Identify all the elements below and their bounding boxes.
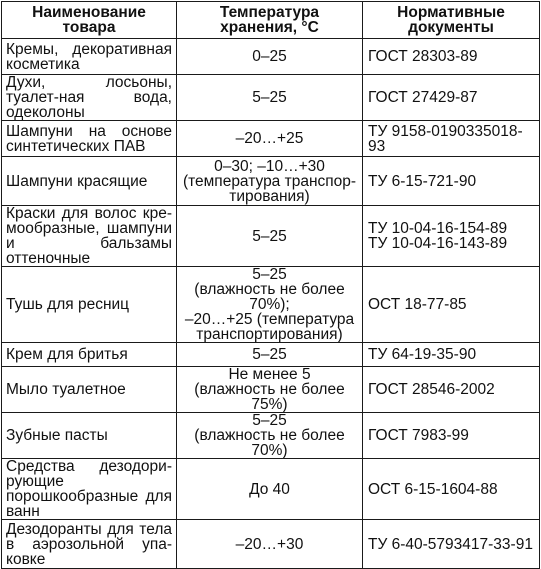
table-row bbox=[2, 520, 540, 569]
table-row bbox=[2, 39, 540, 75]
temperature-cell: Не менее 5 (влажность не более 75%) bbox=[177, 367, 363, 413]
temperature-cell: 5–25 bbox=[177, 75, 363, 121]
temperature-cell: До 40 bbox=[177, 459, 363, 520]
table-row bbox=[2, 413, 540, 459]
document-cell: ТУ 6-40-5793417-33-91 bbox=[363, 520, 540, 569]
temperature-cell: –20…+30 bbox=[177, 520, 363, 569]
temperature-cell: 5–25 (влажность не более 70%); –20…+25 (температура транспортирования) bbox=[177, 267, 363, 343]
document-cell: ГОСТ 28303-89 bbox=[363, 39, 540, 75]
document-cell: ТУ 9158-0190335018-93 bbox=[363, 121, 540, 157]
product-name-cell: Мыло туалетное bbox=[2, 367, 177, 413]
table-row bbox=[2, 343, 540, 367]
document-cell: ОСТ 6-15-1604-88 bbox=[363, 459, 540, 520]
temperature-cell: 0–25 bbox=[177, 39, 363, 75]
table-row bbox=[2, 157, 540, 206]
temperature-cell: 5–25 (влажность не более 70%) bbox=[177, 413, 363, 459]
product-name-cell: Шампуни на основе синтетических ПАВ bbox=[2, 121, 177, 157]
product-name-cell: Зубные пасты bbox=[2, 413, 177, 459]
product-name-cell: Краски для волос кре-мообразные, шампуни и бальзамы оттеночные bbox=[2, 206, 177, 267]
table-row bbox=[2, 459, 540, 520]
document-cell: ТУ 64-19-35-90 bbox=[363, 343, 540, 367]
header-normative-documents: Нормативные документы bbox=[363, 2, 540, 39]
table-row bbox=[2, 267, 540, 343]
document-cell: ГОСТ 27429-87 bbox=[363, 75, 540, 121]
product-name-cell: Крем для бритья bbox=[2, 343, 177, 367]
document-cell: ГОСТ 7983-99 bbox=[363, 413, 540, 459]
document-cell: ОСТ 18-77-85 bbox=[363, 267, 540, 343]
temperature-cell: 0–30; –10…+30 (температура транспор- тирования) bbox=[177, 157, 363, 206]
table-row bbox=[2, 75, 540, 121]
document-cell: ТУ 10-04-16-154-89 ТУ 10-04-16-143-89 bbox=[363, 206, 540, 267]
product-name-cell: Дезодоранты для тела в аэрозольной упа-ковке bbox=[2, 520, 177, 569]
temperature-cell: –20…+25 bbox=[177, 121, 363, 157]
table-row bbox=[2, 367, 540, 413]
product-name-cell: Тушь для ресниц bbox=[2, 267, 177, 343]
product-name-cell: Шампуни красящие bbox=[2, 157, 177, 206]
header-storage-temperature: Температура хранения, °С bbox=[177, 2, 363, 39]
product-name-cell: Средства дезодори-рующие порошкообразные для ванн bbox=[2, 459, 177, 520]
table-header-row bbox=[2, 2, 540, 39]
table-row bbox=[2, 206, 540, 267]
storage-table bbox=[1, 1, 540, 569]
product-name-cell: Духи, лосьоны, туалет-ная вода, одеколоны bbox=[2, 75, 177, 121]
temperature-cell: 5–25 bbox=[177, 206, 363, 267]
header-product-name: Наименование товара bbox=[2, 2, 177, 39]
table-row bbox=[2, 121, 540, 157]
product-name-cell: Кремы, декоративная косметика bbox=[2, 39, 177, 75]
document-cell: ГОСТ 28546-2002 bbox=[363, 367, 540, 413]
document-cell: ТУ 6-15-721-90 bbox=[363, 157, 540, 206]
temperature-cell: 5–25 bbox=[177, 343, 363, 367]
